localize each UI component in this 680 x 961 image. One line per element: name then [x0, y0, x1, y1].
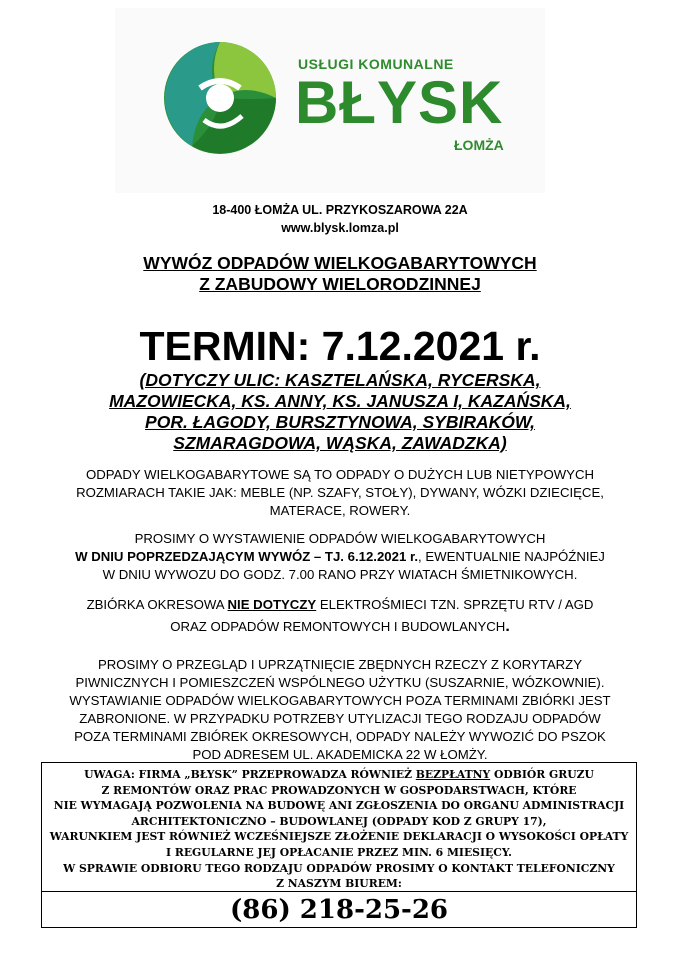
brand-subtitle: USŁUGI KOMUNALNE [298, 56, 454, 72]
brand-city: ŁOMŻA [454, 137, 504, 153]
cleanup-request [0, 656, 680, 764]
streets-line: MAZOWIECKA, KS. ANNY, KS. JANUSZA I, KAZAŃSKA, [109, 391, 571, 411]
exclusion-pre: ZBIÓRKA OKRESOWA [86, 597, 228, 612]
address-line: 18-400 ŁOMŻA UL. PRZYKOSZAROWA 22A [212, 203, 468, 217]
green-swirl-logo-icon [160, 38, 280, 158]
paragraph-line: POZA TERMINAMI ZBIÓREK OKRESOWYCH, ODPADY NALEŻY WYWOZIĆ DO PSZOK [74, 729, 606, 744]
notice-pre: UWAGA: FIRMA „BŁYSK” PRZEPROWADZA RÓWNIEŻ [84, 768, 416, 781]
notice-line: ARCHITEKTONICZNO – BUDOWLANEJ (ODPADY KOD Z GRUPY 17), [131, 814, 547, 828]
page-title [0, 253, 680, 295]
paragraph-line: ODPADY WIELKOGABARYTOWE SĄ TO ODPADY O DUŻYCH LUB NIETYPOWYCH [85, 467, 595, 482]
paragraph-line [0, 548, 680, 566]
website-link[interactable]: www.blysk.lomza.pl [281, 221, 399, 235]
office-phone[interactable]: (86) 218-25-26 [229, 895, 449, 925]
paragraph-line: PIWNICZNYCH I POMIESZCZEŃ WSPÓLNEGO UŻYTKU (SUSZARNIE, WÓZKOWNIE). [75, 675, 605, 690]
notice-text [42, 767, 636, 892]
notice-line: NIE WYMAGAJĄ POZWOLENIA NA BUDOWĘ ANI ZGŁOSZENIA DO ORGANU ADMINISTRACJI [53, 799, 625, 813]
exclusion-post: ELEKTROŚMIECI TZN. SPRZĘTU RTV / AGD [316, 597, 594, 612]
streets-list [0, 370, 680, 454]
paragraph-line: PROSIMY O PRZEGLĄD I UPRZĄTNIĘCIE ZBĘDNYCH RZECZY Z KORYTARZY [97, 657, 583, 672]
notice-line: I REGULARNE JEJ OPŁACANIE PRZEZ MIN. 6 MIESIĘCY. [166, 845, 512, 859]
paragraph-line [0, 618, 680, 636]
placement-note: , EWENTUALNIE NAJPÓŹNIEJ [418, 549, 605, 564]
notice-post: ODBIÓR GRUZU [490, 768, 594, 781]
exclusions-note [0, 596, 680, 636]
paragraph-line: ROZMIARACH TAKIE JAK: MEBLE (NP. SZAFY, STOŁY), DYWANY, WÓZKI DZIECIĘCE, [76, 485, 604, 500]
paragraph-line: WYSTAWIANIE ODPADÓW WIELKOGABARYTOWYCH POZA TERMINAMI ZBIÓRKI JEST [69, 693, 611, 708]
company-address [0, 201, 680, 237]
collection-date: TERMIN: 7.12.2021 r. [139, 323, 541, 369]
streets-line: (DOTYCZY ULIC: KASZTELAŃSKA, RYCERSKA, [139, 370, 541, 390]
streets-line: SZMARAGDOWA, WĄSKA, ZAWADZKA) [173, 433, 507, 453]
exclusion-period: . [505, 618, 510, 635]
exclusion-emphasis: NIE DOTYCZY [227, 597, 317, 612]
notice-box [41, 762, 637, 928]
placement-date: W DNIU POPRZEDZAJĄCYM WYWÓZ – TJ. 6.12.2021 r. [75, 549, 419, 564]
placement-instructions [0, 530, 680, 584]
notice-line: Z NASZYM BIUREM: [276, 877, 402, 891]
exclusion-line-2: ORAZ ODPADÓW REMONTOWYCH I BUDOWLANYCH [170, 619, 506, 634]
notice-line: Z REMONTÓW ORAZ PRAC PROWADZONYCH W GOSPODARSTWACH, KTÓRE [101, 783, 577, 797]
notice-line: WARUNKIEM JEST RÓWNIEŻ WCZEŚNIEJSZE ZŁOŻENIE DEKLARACJI O WYSOKOŚCI OPŁATY [49, 830, 629, 844]
paragraph-line: W DNIU WYWOZU DO GODZ. 7.00 RANO PRZY WIATACH ŚMIETNIKOWYCH. [102, 567, 578, 582]
title-line-2: Z ZABUDOWY WIELORODZINNEJ [199, 274, 481, 294]
paragraph-line: POD ADRESEM UL. AKADEMICKA 22 W ŁOMŻY. [192, 747, 488, 762]
free-service-emphasis: BEZPŁATNY [415, 768, 491, 781]
paragraph-line: MATERACE, ROWERY. [269, 503, 411, 518]
paragraph-line [0, 596, 680, 614]
brand-name: BŁYSK [295, 69, 504, 136]
paragraph-line: PROSIMY O WYSTAWIENIE ODPADÓW WIELKOGABARYTOWYCH [134, 531, 546, 546]
paragraph-line: ZABRONIONE. W PRZYPADKU POTRZEBY UTYLIZACJI TEGO RODZAJU ODPADÓW [79, 711, 601, 726]
streets-line: POR. ŁAGODY, BURSZTYNOWA, SYBIRAKÓW, [145, 412, 535, 432]
notice-line [42, 767, 636, 783]
bulky-waste-definition [0, 466, 680, 520]
notice-line: W SPRAWIE ODBIORU TEGO RODZAJU ODPADÓW PROSIMY O KONTAKT TELEFONICZNY [63, 861, 615, 875]
title-line-1: WYWÓZ ODPADÓW WIELKOGABARYTOWYCH [143, 253, 537, 273]
